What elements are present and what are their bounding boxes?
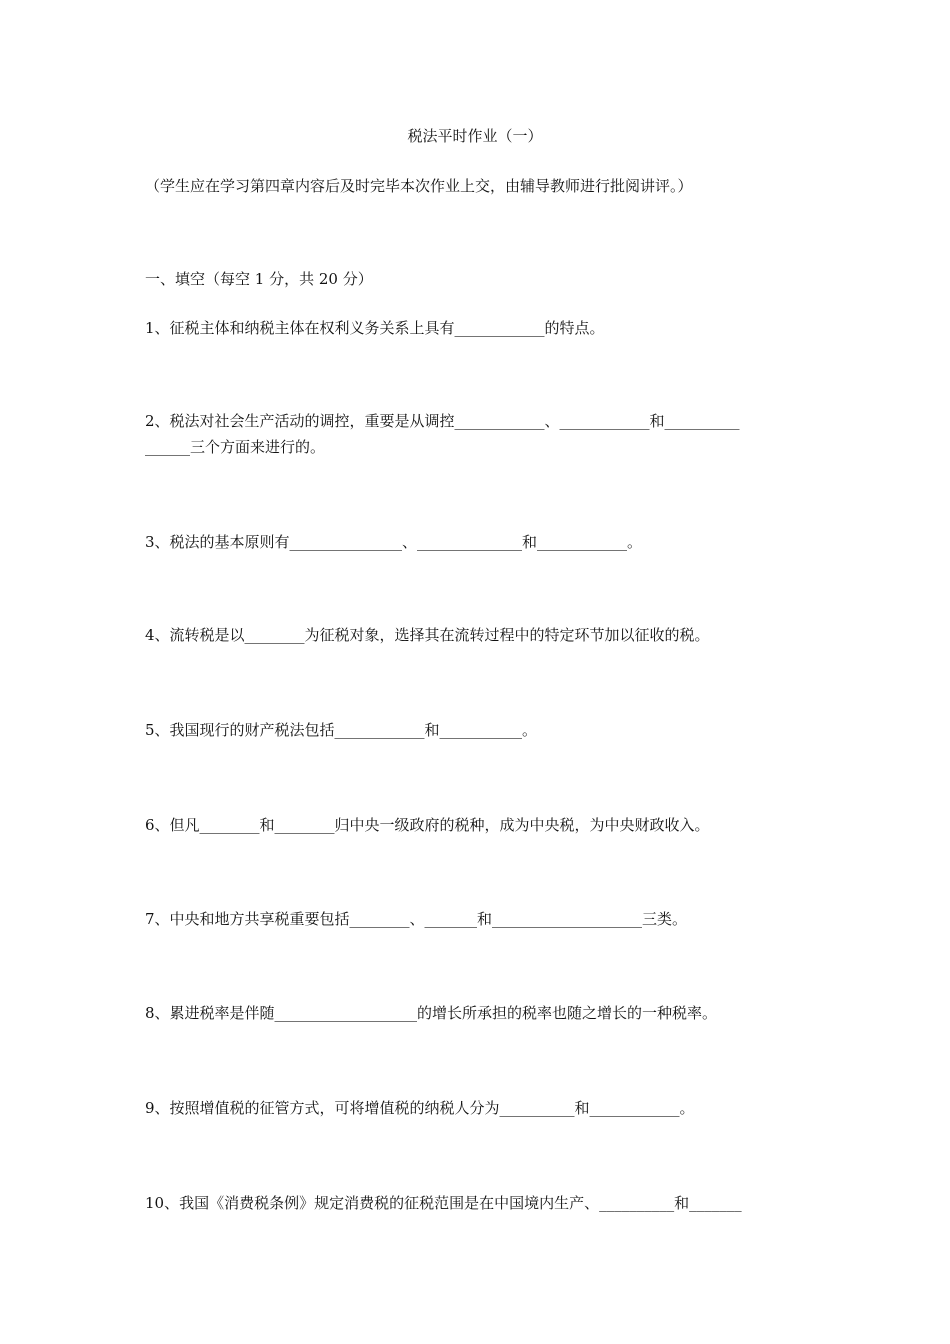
question-1: 1、征税主体和纳税主体在权利义务关系上具有____________的特点。 <box>145 319 605 337</box>
section-heading: 一、填空（每空 1 分，共 20 分） <box>145 270 373 288</box>
question-10: 10、我国《消费税条例》规定消费税的征税范围是在中国境内生产、__________和_______ <box>145 1194 742 1212</box>
question-7: 7、中央和地方共享税重要包括________、_______和____________________三类。 <box>145 910 688 928</box>
question-3: 3、税法的基本原则有_______________、______________和____________。 <box>145 533 643 551</box>
question-2-line-1: 2、税法对社会生产活动的调控，重要是从调控____________、____________和__________ <box>145 412 740 430</box>
question-4: 4、流转税是以________为征税对象，选择其在流转过程中的特定环节加以征收的税。 <box>145 626 710 644</box>
question-2-line-2: ______三个方面来进行的。 <box>145 438 326 456</box>
question-8: 8、累进税率是伴随___________________的增长所承担的税率也随之增长的一种税率。 <box>145 1004 718 1022</box>
question-6: 6、但凡________和________归中央一级政府的税种，成为中央税，为中央财政收入。 <box>145 816 710 834</box>
question-9: 9、按照增值税的征管方式，可将增值税的纳税人分为__________和____________。 <box>145 1099 695 1117</box>
question-5: 5、我国现行的财产税法包括____________和___________。 <box>145 721 538 739</box>
page-title: 税法平时作业（一） <box>407 127 543 145</box>
instruction-text: （学生应在学习第四章内容后及时完毕本次作业上交，由辅导教师进行批阅讲评。） <box>145 177 693 195</box>
